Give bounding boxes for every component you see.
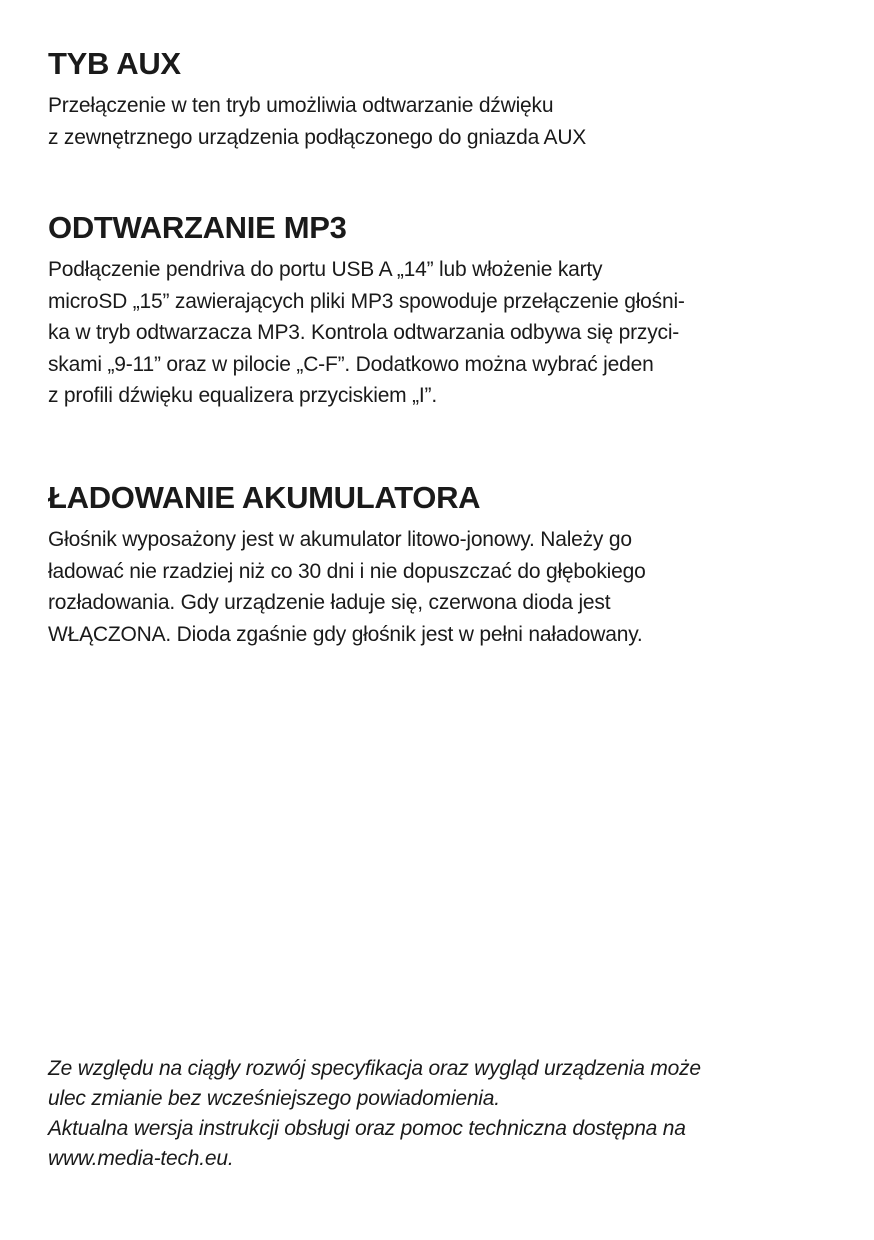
body-line: skami „9-11” oraz w pilocie „C-F”. Dodatkowo można wybrać jeden [48, 352, 654, 376]
footer-website: www.media-tech.eu. [48, 1147, 234, 1170]
footer-line: ulec zmianie bez wcześniejszego powiadomienia. [48, 1087, 500, 1110]
body-line: Głośnik wyposażony jest w akumulator litowo-jonowy. Należy go [48, 528, 632, 551]
body-line: microSD „15” zawierających pliki MP3 spowoduje przełączenie głośni- [48, 289, 685, 313]
body-line: z zewnętrznego urządzenia podłączonego do gniazda AUX [48, 125, 587, 149]
section-title-aux: TYB AUX [48, 46, 181, 81]
footer-line: Ze względu na ciągły rozwój specyfikacja oraz wygląd urządzenia może [48, 1057, 701, 1080]
section-body-mp3 [48, 254, 685, 412]
section-title-battery: ŁADOWANIE AKUMULATORA [48, 480, 481, 515]
body-line: ładować nie rzadziej niż co 30 dni i nie dopuszczać do głębokiego [48, 559, 646, 583]
section-body-aux [48, 90, 586, 153]
body-line: z profili dźwięku equalizera przyciskiem „I”. [48, 384, 437, 407]
body-line: Przełączenie w ten tryb umożliwia odtwarzanie dźwięku [48, 94, 554, 117]
body-line: ka w tryb odtwarzacza MP3. Kontrola odtwarzania odbywa się przyci- [48, 321, 680, 344]
footer-line: Aktualna wersja instrukcji obsługi oraz pomoc techniczna dostępna na [48, 1117, 686, 1140]
body-line: rozładowania. Gdy urządzenie ładuje się, czerwona dioda jest [48, 591, 611, 614]
section-battery-charging [48, 478, 646, 650]
section-body-battery [48, 524, 646, 650]
section-title-mp3: ODTWARZANIE MP3 [48, 210, 347, 245]
section-mp3-playback [48, 208, 685, 412]
footer-disclaimer [48, 1054, 838, 1174]
section-aux-mode [48, 44, 586, 153]
body-line: WŁĄCZONA. Dioda zgaśnie gdy głośnik jest w pełni naładowany. [48, 622, 643, 646]
body-line: Podłączenie pendriva do portu USB A „14” lub włożenie karty [48, 258, 603, 281]
